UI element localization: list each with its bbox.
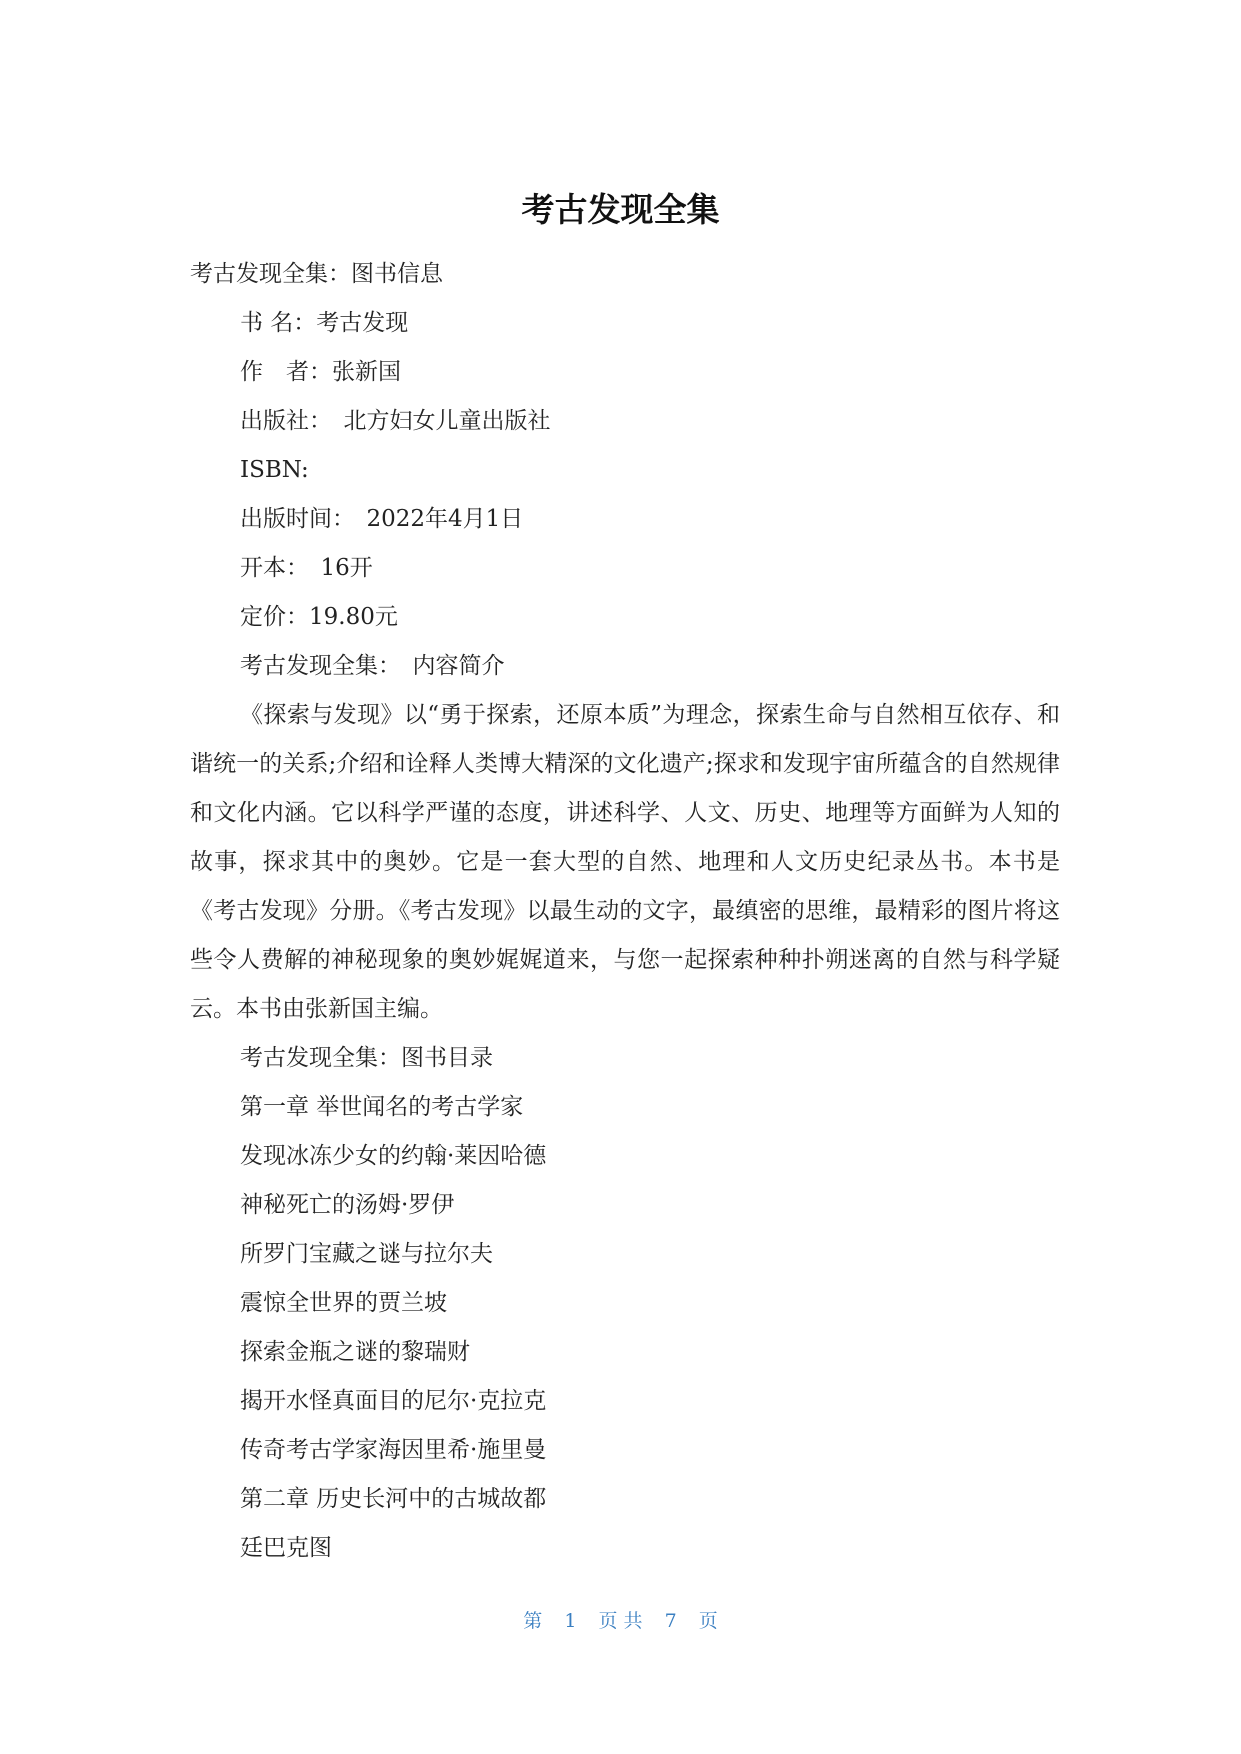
info-pub-date: 出版时间： 2022年4月1日: [240, 506, 524, 532]
toc-heading: 考古发现全集：图书目录: [240, 1045, 493, 1071]
toc-item: 廷巴克图: [240, 1535, 332, 1561]
footer-current-page: 1: [564, 1610, 577, 1632]
footer-total-pages: 7: [664, 1610, 677, 1632]
info-publisher: 出版社： 北方妇女儿童出版社: [240, 408, 551, 434]
info-heading: 考古发现全集：图书信息: [190, 261, 443, 287]
summary-heading: 考古发现全集： 内容简介: [240, 653, 505, 679]
footer-prefix: 第: [523, 1610, 543, 1632]
toc-item: 传奇考古学家海因里希·施里曼: [240, 1437, 547, 1463]
toc-item: 神秘死亡的汤姆·罗伊: [240, 1192, 455, 1218]
info-isbn: ISBN:: [240, 457, 309, 483]
footer-middle: 页 共: [598, 1610, 643, 1632]
summary-paragraph: 《探索与发现》以“勇于探索，还原本质”为理念，探索生命与自然相互依存、和谐统一的关系;介绍和诠释人类博大精深的文化遗产;探求和发现宇宙所蕴含的自然规律和文化内涵。它以科学严谨的态度，讲述科学、人文、历史、地理等方面鲜为人知的故事，探求其中的奥妙。它是一套大型的自然、地理和人文历史纪录丛书。本书是《考古发现》分册。《考古发现》以最生动的文字，最缜密的思维，最精彩的图片将这些令人费解的神秘现象的奥妙娓娓道来，与您一起探索种种扑朔迷离的自然与科学疑云。本书由张新国主编。: [190, 702, 1060, 1022]
info-author: 作 者：张新国: [240, 359, 401, 385]
toc-item: 发现冰冻少女的约翰·莱因哈德: [240, 1143, 547, 1169]
toc-item: 震惊全世界的贾兰坡: [240, 1290, 447, 1316]
info-price: 定价：19.80元: [240, 604, 398, 630]
info-book-name: 书 名：考古发现: [240, 310, 409, 336]
info-format: 开本： 16开: [240, 555, 373, 581]
toc-item: 所罗门宝藏之谜与拉尔夫: [240, 1241, 493, 1267]
toc-item: 第一章 举世闻名的考古学家: [240, 1094, 524, 1120]
page-footer: [0, 1608, 1241, 1634]
toc-item: 第二章 历史长河中的古城故都: [240, 1486, 547, 1512]
footer-suffix: 页: [698, 1610, 718, 1632]
toc-item: 揭开水怪真面目的尼尔·克拉克: [240, 1388, 547, 1414]
toc-item: 探索金瓶之谜的黎瑞财: [240, 1339, 470, 1365]
document-title: 考古发现全集: [521, 190, 720, 229]
document-body: [190, 250, 1060, 1573]
